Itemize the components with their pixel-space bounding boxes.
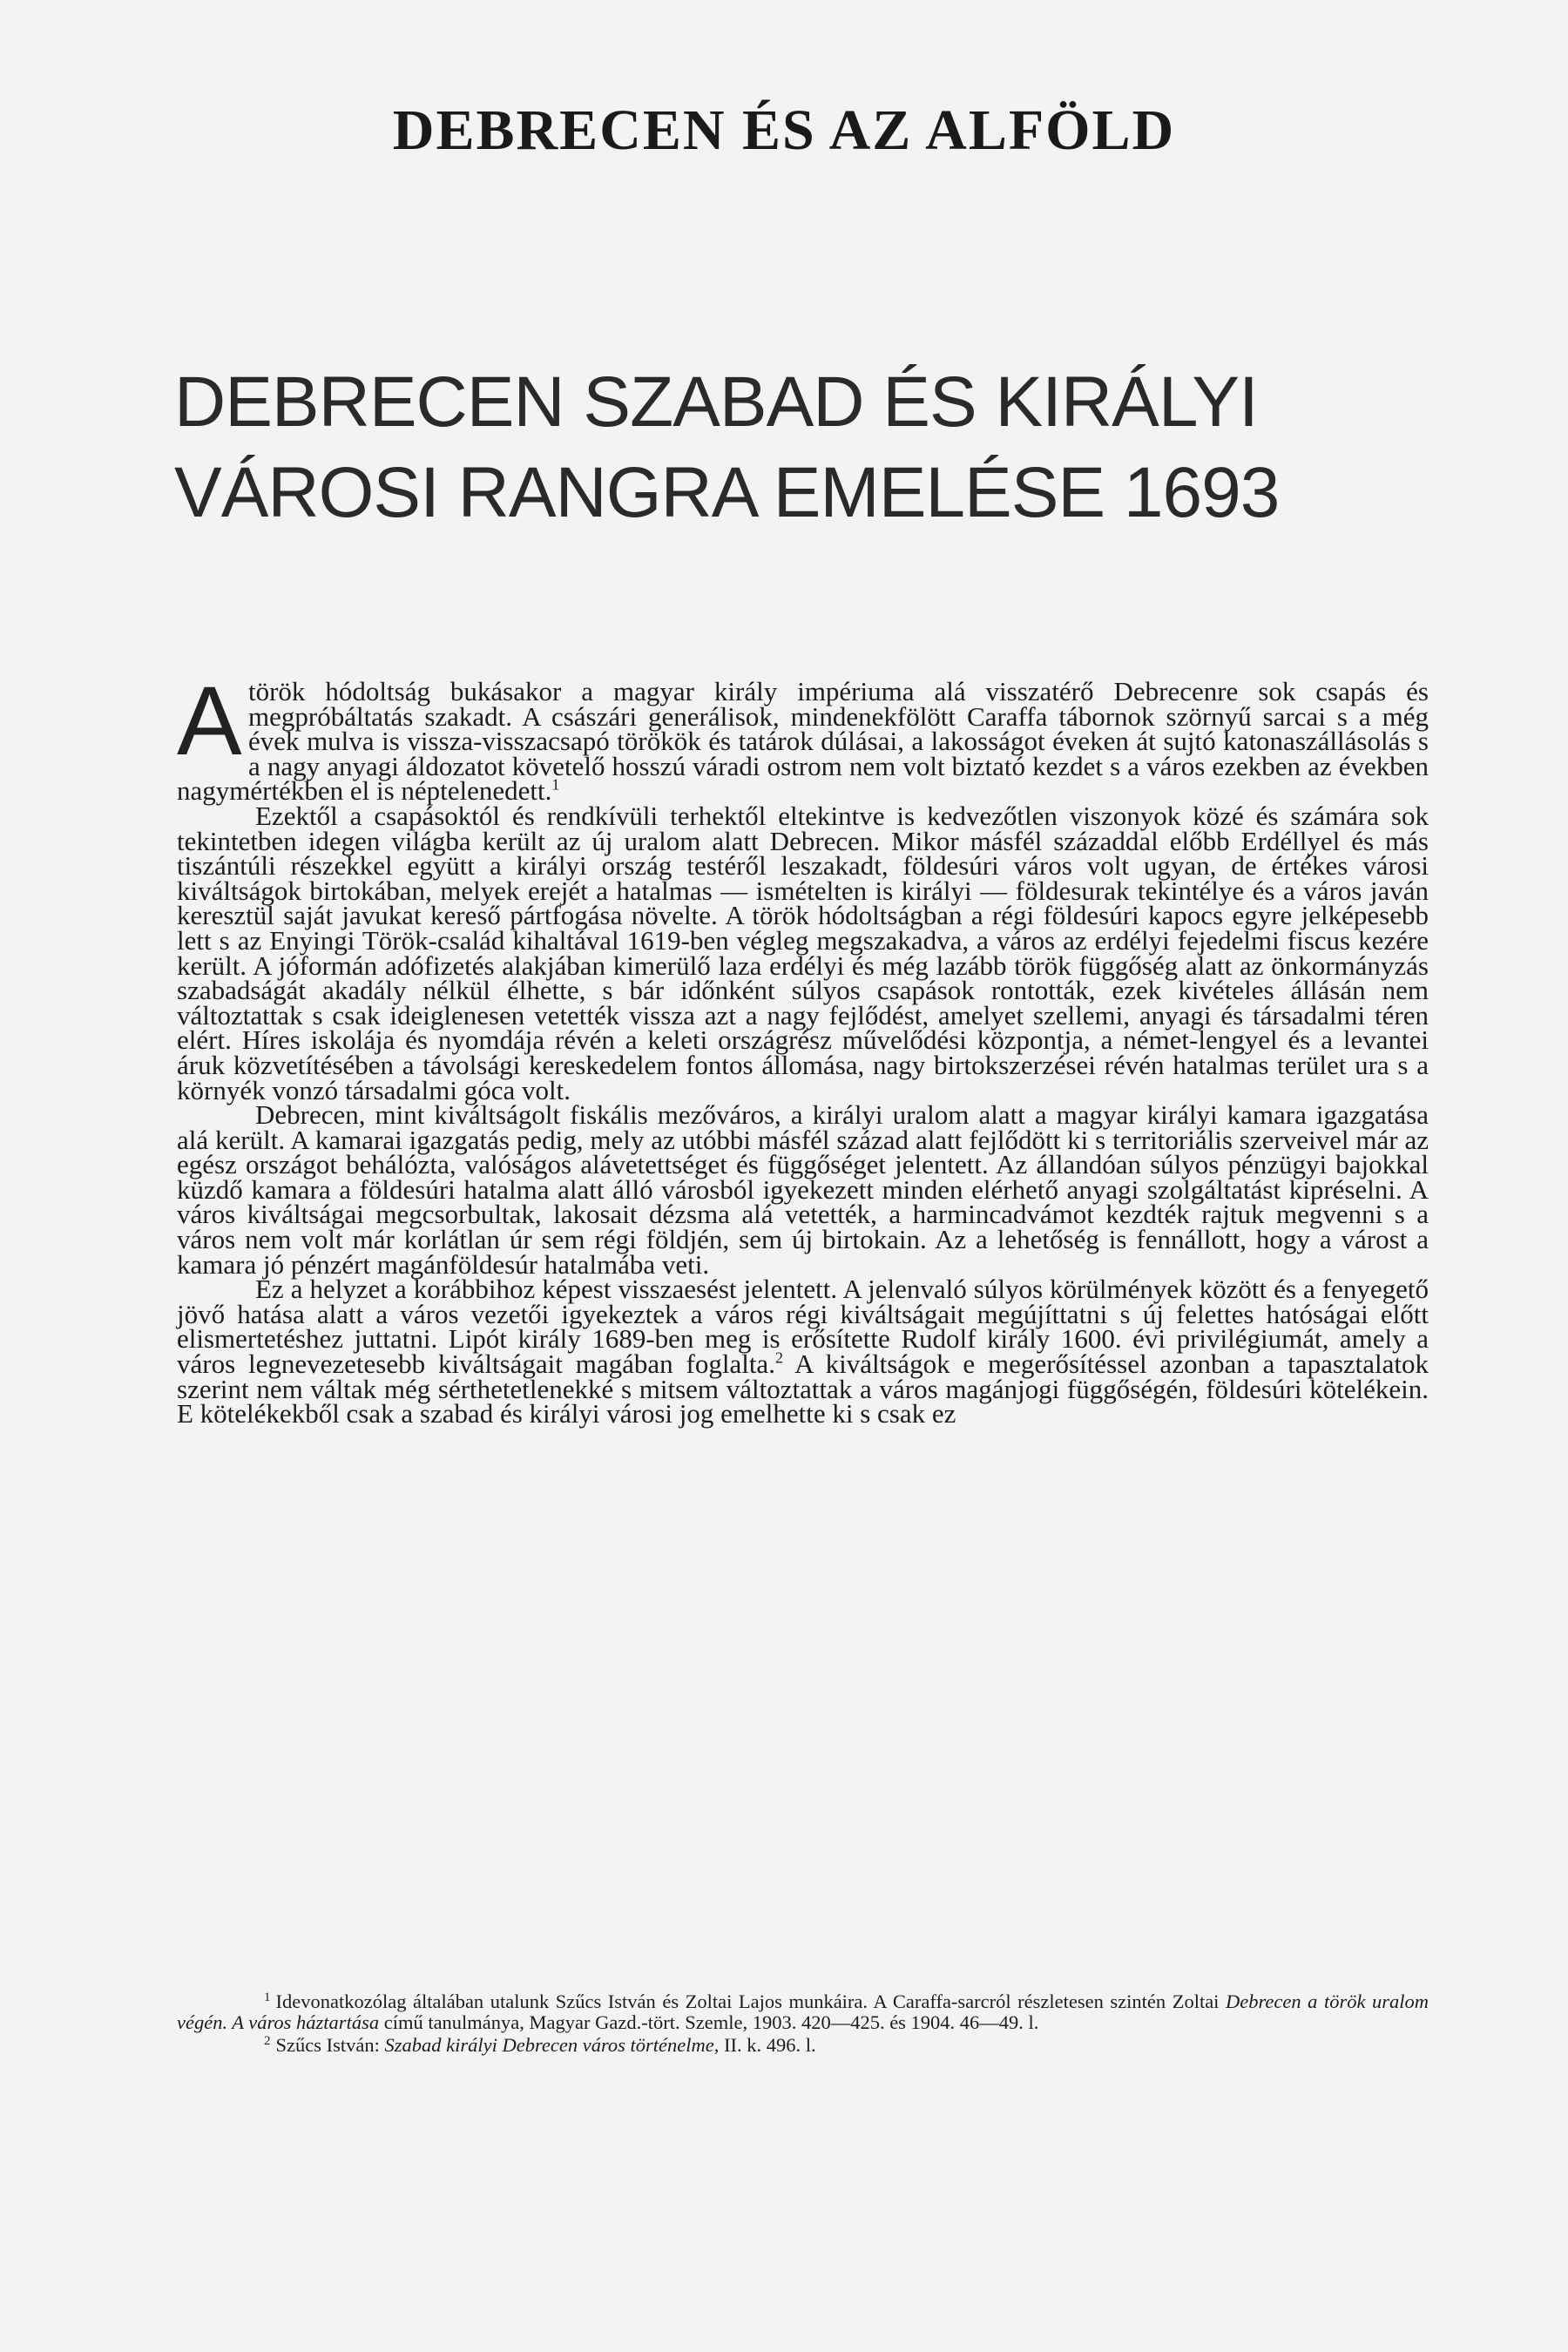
footnote-1-text-a: Idevonatkozólag általában utalunk Szűcs István és Zoltai Lajos munkáira. A Caraffa-sarcról részletesen szintén Zoltai — [275, 1990, 1226, 2012]
footnote-1-title: Debrecen a török uralom végén. A város háztartása — [177, 1990, 1429, 2033]
paragraph-1-text: török hódoltság bukásakor a magyar király impériuma alá visszatérő Debrecenre sok csapás és megpróbáltatás szakadt. A császári generálisok, mindenekfölött Caraffa tábornok szörnyű sarcai s a még évek mulva is vissza-visszacsapó törökök és tatárok dúlásai, a lakosságot éveken át sujtó katonaszállásolás s a nagy anyagi áldozatot követelő hosszú váradi ostrom nem volt biztató kezdet s a város ezekben az években nagymértékben el is néptelenedett. — [177, 676, 1429, 807]
footnote-2 — [177, 2035, 1429, 2056]
footnote-1-text-b: című tanulmánya, Magyar Gazd.-tört. Szemle, 1903. 420—425. és 1904. 46—49. l. — [379, 2011, 1039, 2033]
footnote-2-title: Szabad királyi Debrecen város történelme, — [384, 2034, 720, 2056]
chapter-title — [174, 357, 1394, 538]
paragraph-4 — [177, 1274, 1429, 1429]
footnote-2-text-a: Szűcs István: — [275, 2034, 385, 2056]
footnotes — [177, 1991, 1429, 2058]
footnote-ref-1: 1 — [551, 776, 560, 794]
chapter-title-line-2: VÁROSI RANGRA EMELÉSE 1693 — [174, 453, 1280, 532]
footnote-1-mark: 1 — [264, 1990, 271, 2004]
footnote-1 — [177, 1991, 1429, 2033]
footnote-2-mark: 2 — [264, 2033, 271, 2048]
drop-cap: A — [177, 666, 242, 775]
footnote-ref-2: 2 — [774, 1348, 783, 1367]
running-head: DEBRECEN ÉS AZ ALFÖLD — [392, 98, 1176, 162]
chapter-title-line-1: DEBRECEN SZABAD ÉS KIRÁLYI — [174, 362, 1258, 442]
paragraph-3: Debrecen, mint kiváltságolt fiskális mezőváros, a királyi uralom alatt a magyar királyi kamara igazgatása alá került. A kamarai igazgatás pedig, mely az utóbbi másfél század alatt fejlődött ki s territoriális szerveivel már az egész országot behálózta, valóságos alávetettséget és függőséget jelentett. Az állandóan súlyos pénzügyi bajokkal küzdő kamara a földesúri hatalma alatt álló városból igyekezett minden elérhető anyagi szolgáltatást kipréselni. A város kiváltságai megcsorbultak, lakosait dézsma alá vetették, a harmincadvámot kezdték rajtuk megvenni s a város nem volt már korlátlan úr sem régi földjén, sem új birtokain. Az a lehetőség is fennállott, hogy a várost a kamara jó pénzért magánföldesúr hatalmába veti. — [177, 1099, 1429, 1280]
body-text — [177, 666, 1429, 1429]
paragraph-1 — [177, 666, 1429, 807]
footnote-2-text-b: II. k. 496. l. — [719, 2034, 816, 2056]
paragraph-4-text: Ez a helyzet a korábbihoz képest visszaesést jelentett. A jelenvaló súlyos körülmények között és a fenyegető jövő hatása alatt a város vezetői igyekeztek a város régi kiváltságait megújíttatni s új felettes hatóságai előtt elismertetéshez juttatni. Lipót király 1689-ben meg is erősítette Rudolf király 1600. évi privilégiumát, amely a város legnevezetesebb kiváltságait magában foglalta. — [177, 1274, 1429, 1380]
paragraph-4-tail: A kiváltságok e megerősítéssel azonban a tapasztalatok szerint nem váltak még sérthetetlenekké s mitsem változtattak a város magánjogi függőségén, földesúri kötelékein. E kötelékekből csak a szabad és királyi városi jog emelhette ki s csak ez — [177, 1348, 1429, 1429]
paragraph-2: Ezektől a csapásoktól és rendkívüli terhektől eltekintve is kedvezőtlen viszonyok közé és számára sok tekintetben idegen világba került az új uralom alatt Debrecen. Mikor másfél századdal előbb Erdéllyel és más tiszántúli részekkel együtt a királyi ország testéről leszakadt, földesúri város volt ugyan, de értékes városi kiváltságok birtokában, melyek erejét a hatalmas — ismételten is királyi — földesurak tekintélye és a város javán keresztül saját javukat kereső pártfogása növelte. A török hódoltságban a régi földesúri kapocs egyre jelképesebb lett s az Enyingi Török-család kihaltával 1619-ben végleg megszakadva, a város az erdélyi fejedelmi fiscus kezére került. A jóformán adófizetés alakjában kimerülő laza erdélyi és még lazább török függőség alatt az önkormányzás szabadságát akadály nélkül élhette, s bár időnként súlyos csapások rontották, ezek kivételes állásán nem változtattak s csak ideiglenesen vetették vissza azt a nagy fejlődést, amelyet szellemi, anyagi és társadalmi téren elért. Híres iskolája és nyomdája révén a keleti országrész művelődési központja, a német-lengyel és a levantei áruk közvetítésében a távolsági kereskedelem fontos állomása, nagy birtokszerzései révén hatalmas terület ura s a környék vonzó társadalmi góca volt. — [177, 800, 1429, 1105]
